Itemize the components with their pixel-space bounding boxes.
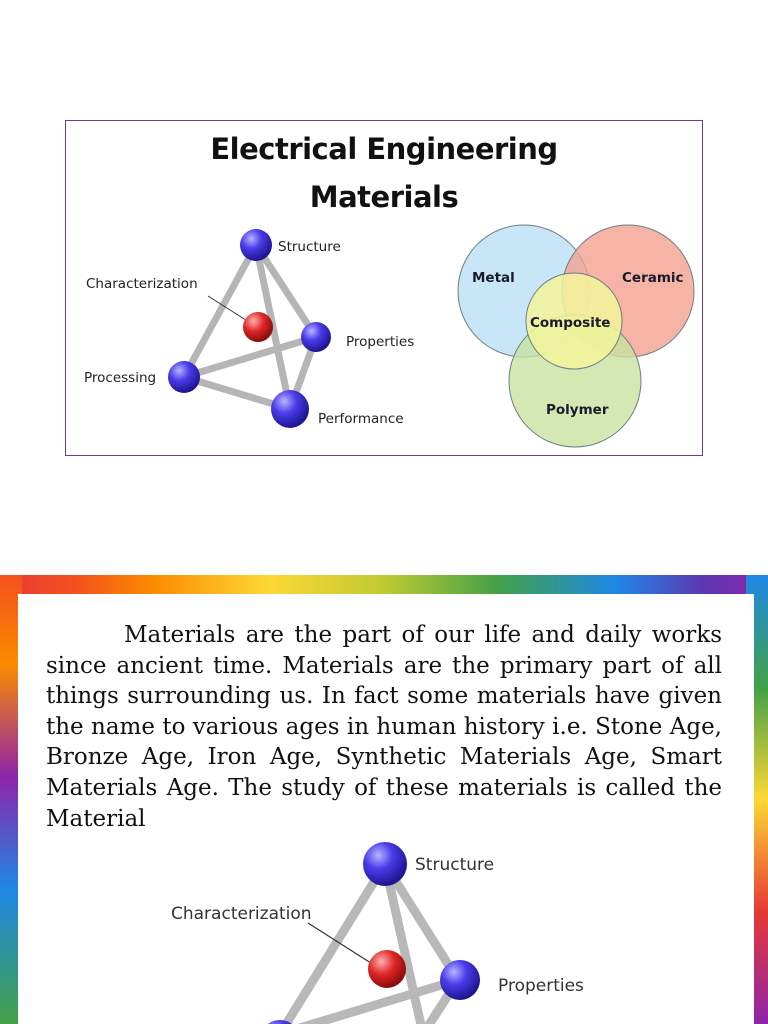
properties-sphere — [301, 322, 331, 352]
processing-sphere-large — [260, 1020, 300, 1024]
performance-sphere — [271, 390, 309, 428]
label-processing: Processing — [84, 370, 157, 386]
structure-sphere — [240, 229, 272, 261]
venn-label-metal: Metal — [472, 270, 515, 286]
venn-label-ceramic: Ceramic — [622, 270, 684, 286]
structure-sphere-large — [363, 842, 407, 886]
slide-electrical-engineering-materials — [65, 120, 703, 456]
slide-title-line1: Electrical Engineering — [210, 132, 558, 166]
processing-sphere — [168, 361, 200, 393]
slide-title — [66, 125, 702, 221]
tetrahedron-rods-large — [280, 864, 458, 1024]
venn-label-polymer: Polymer — [546, 402, 609, 418]
characterization-sphere-large — [368, 950, 406, 988]
document-paper — [18, 594, 754, 1024]
page-document-rainbow-border — [0, 575, 768, 1024]
label-properties-large: Properties — [498, 976, 584, 996]
label-properties: Properties — [346, 334, 415, 350]
properties-sphere-large — [440, 960, 480, 1000]
characterization-sphere — [243, 312, 273, 342]
label-characterization: Characterization — [86, 276, 198, 292]
label-structure-large: Structure — [415, 855, 495, 875]
slide-title-line2: Materials — [309, 180, 459, 214]
label-performance: Performance — [318, 411, 404, 427]
tetrahedron-diagram-large — [18, 594, 754, 1024]
label-structure: Structure — [278, 239, 341, 255]
venn-diagram — [458, 225, 694, 447]
venn-label-composite: Composite — [530, 315, 611, 331]
body-paragraph: Materials are the part of our life and daily works since ancient time. Materials are the primary part of all things surrounding us. In fact some materials have given the name to various ages in human history i.e. Stone Age, Bronze Age, Iron Age, Synthetic Materials Age, Smart Materials Age. The study of these materials is called the Material — [46, 622, 722, 832]
label-characterization-large: Characterization — [171, 904, 312, 924]
